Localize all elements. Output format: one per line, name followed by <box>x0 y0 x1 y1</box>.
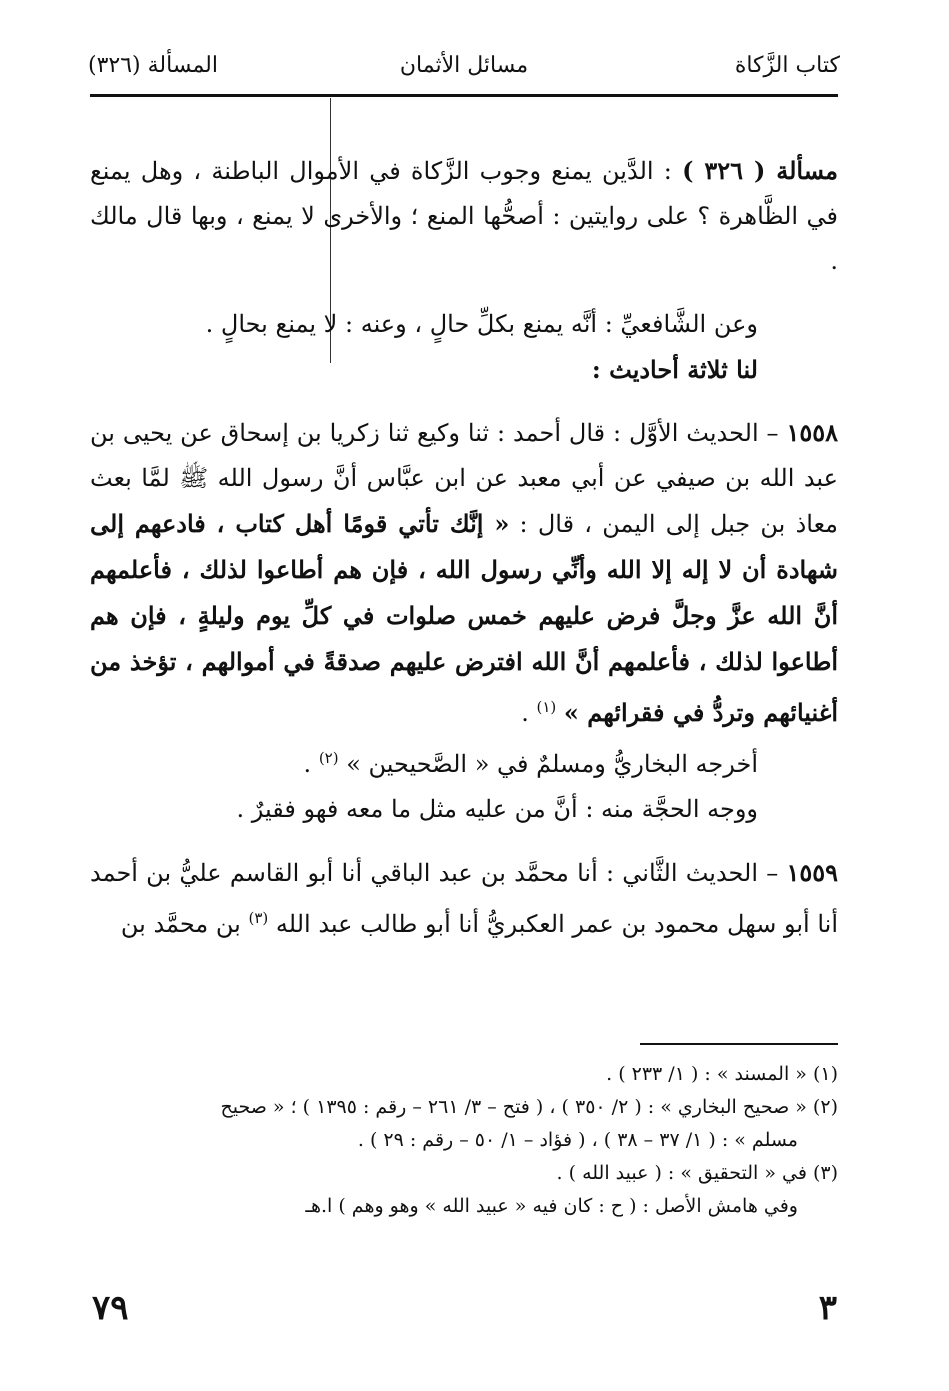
issue-label: مسألة ( ٣٢٦ ) <box>682 156 839 185</box>
page-number: ٧٩ <box>92 1288 129 1328</box>
takhrij-text: أخرجه البخاريُّ ومسلمٌ في « الصَّحيحين » <box>338 750 758 778</box>
footnote-3-continued: وفي هامش الأصل : ( ح : كان فيه « عبيد الله » وهو وهم ) ا.هـ <box>305 1195 798 1217</box>
footnotes <box>90 1058 838 1223</box>
footnote-divider <box>640 1043 838 1045</box>
footnote-3: (٣) في « التحقيق » : ( عبيد الله ) . <box>556 1162 838 1184</box>
footnote-2-continued: مسلم » : ( ١/ ٣٧ – ٣٨ ) ، ( فؤاد – ١/ ٥٠ – رقم : ٢٩ ) . <box>357 1129 798 1151</box>
issue-text: : الدَّين يمنع وجوب الزَّكاة في الأموال الباطنة ، وهل يمنع في الظَّاهرة ؟ على روايتين : أصحُّها المنع ؛ والأخرى لا يمنع ، وبها قال مالك . <box>90 157 838 275</box>
takhrij-paragraph <box>90 736 838 787</box>
hadith-1559-number: ١٥٥٩ <box>786 858 838 887</box>
page-number-volume: ٣ <box>818 1288 837 1328</box>
wajh-paragraph: ووجه الحجَّة منه : أنَّ من عليه مثل ما معه فهو فقيرٌ . <box>236 795 758 823</box>
takhrij-end: . <box>303 750 319 778</box>
footnote-ref-3: (٣) <box>248 909 269 927</box>
hadith-1558-end: . <box>521 699 537 727</box>
footnote-1: (١) « المسند » : ( ١/ ٢٣٣ ) . <box>606 1063 838 1085</box>
hadith-1558-chain: – الحديث الأوَّل : قال أحمد : ثنا وكيع ثنا زكريا بن إسحاق عن يحيى بن عبد الله بن صيفي عن أبي معبد عن ابن عبَّاس أنَّ رسول الله ﷺ لمَّا بعث معاذ بن جبل إلى اليمن ، قال : <box>90 419 838 538</box>
hadith-1559 <box>90 850 838 947</box>
header-divider <box>90 94 838 97</box>
header-book-title: كتاب الزَّكاة <box>734 53 840 78</box>
main-text <box>90 148 838 947</box>
footnote-ref-2: (٢) <box>318 749 339 767</box>
header-chapter-title: مسائل الأثمان <box>399 53 529 78</box>
shafii-paragraph: وعن الشَّافعيِّ : أنَّه يمنع بكلِّ حالٍ ، وعنه : لا يمنع بحالٍ . <box>205 310 758 338</box>
header-issue-number: المسألة (٣٢٦) <box>88 53 218 78</box>
footnote-ref-1: (١) <box>536 698 557 716</box>
issue-paragraph <box>90 148 838 284</box>
footnote-2: (٢) « صحيح البخاري » : ( ٢/ ٣٥٠ ) ، ( فتح – ٣/ ٢٦١ – رقم : ١٣٩٥ ) ؛ « صحيح <box>220 1096 838 1118</box>
hadith-1558 <box>90 410 838 736</box>
three-hadiths-heading: لنا ثلاثة أحاديث : <box>591 355 758 384</box>
running-header <box>88 46 840 86</box>
hadith-1558-matn: « إنَّك تأتي قومًا أهل كتاب ، فادعهم إلى شهادة أن لا إله إلا الله وأنِّي رسول الله ، فإن هم أطاعوا لذلك ، فأعلمهم أنَّ الله عزَّ وجلَّ فرض عليهم خمس صلوات في كلِّ يوم وليلةٍ ، فإن هم أطاعوا لذلك ، فأعلمهم أنَّ الله افترض عليهم صدقةً في أموالهم ، تؤخذ من أغنيائهم وتردُّ في فقرائهم » <box>90 509 838 727</box>
hadith-1558-number: ١٥٥٨ <box>786 418 838 447</box>
hadith-1559-end: بن محمَّد بن <box>120 910 249 938</box>
hadith-1559-chain: – الحديث الثَّاني : أنا محمَّد بن عبد الباقي أنا أبو القاسم عليُّ بن أحمد أنا أبو سهل محمود بن عمر العكبريُّ أنا أبو طالب عبد الله <box>90 859 838 938</box>
